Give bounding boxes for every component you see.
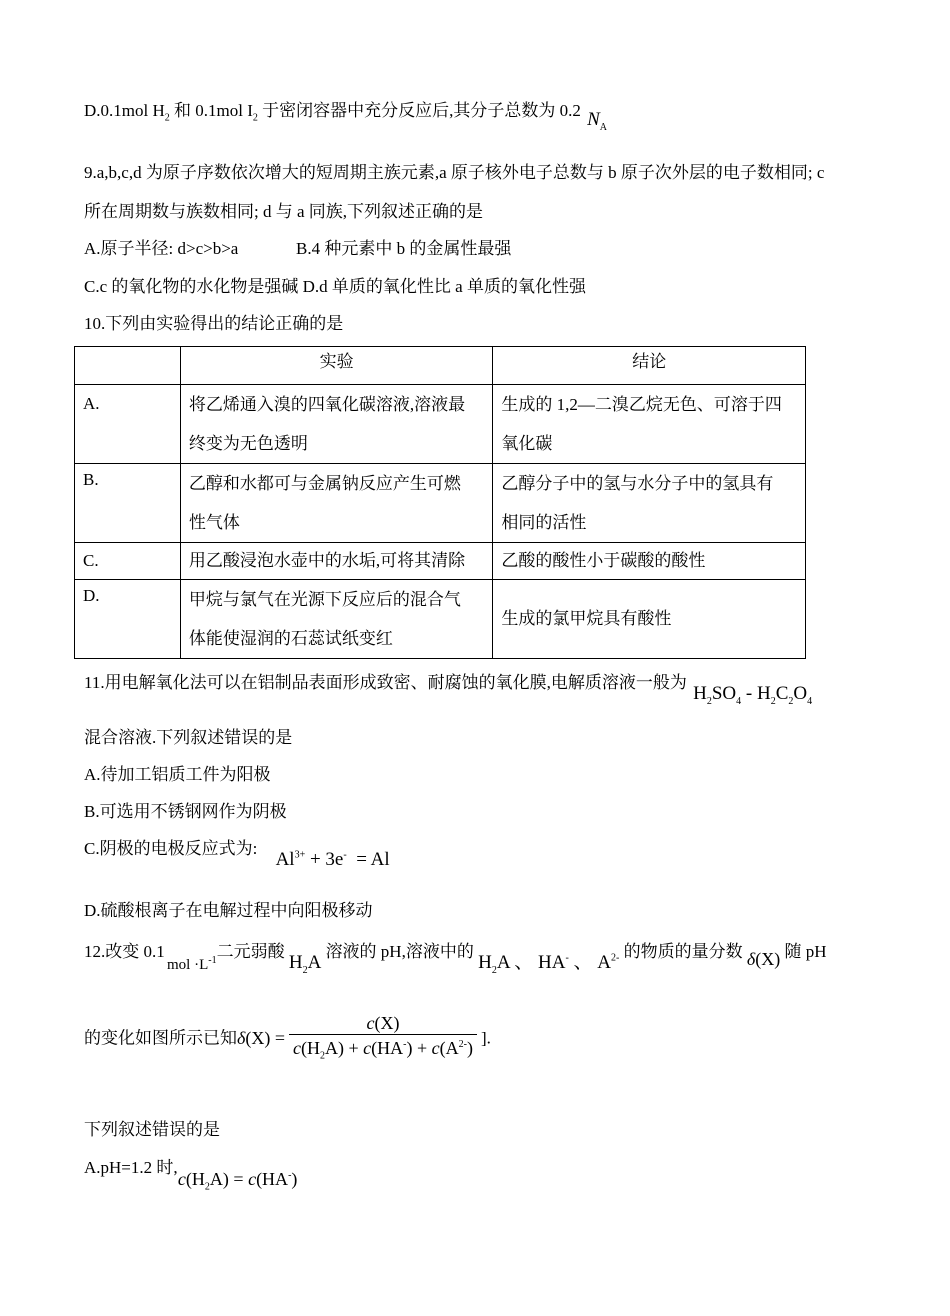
row-experiment: 将乙烯通入溴的四氧化碳溶液,溶液最 终变为无色透明 (180, 385, 493, 464)
table-header-cell (75, 347, 181, 385)
q12-stem-line2: 的变化如图所示已知δ(X) = $\frac{c(X)}{c(H_2A) + c(HA^-) + c(A^{2-})}$ ]. (84, 1013, 491, 1062)
q11-option-a: A.待加工铝质工件为阳极 (84, 765, 271, 784)
table-header-cell: 结论 (493, 347, 806, 385)
q11-option-b: B.可选用不锈钢网作为阴极 (84, 802, 287, 821)
delta-x-symbol: δ(X) (746, 949, 781, 969)
row-label: D. (75, 580, 181, 659)
fraction: $\frac{c(X)}{c(H_2A) + c(HA^-) + c(A^{2-})}$ (289, 1012, 477, 1059)
table-row (75, 385, 806, 464)
q12-option-a: A.pH=1.2 时, $c(H_2A) = c(HA^-)$ (84, 1158, 298, 1193)
q12-stem-line1: 12.改变 0.1 mol $\cdot L^{-1}$二元弱酸 $H_2A$ 溶液的 pH,溶液中的 $H_2A$ 、 HA- 、 $A^{2-}$ 的物质的量分数 δ(X) 随 pH (84, 942, 827, 976)
na-symbol: $N_A$ (587, 109, 608, 133)
row-conclusion: 乙醇分子中的氢与水分子中的氢具有 相同的活性 (493, 464, 806, 543)
q9-option-b: B.4 种元素中 b 的金属性最强 (296, 239, 512, 258)
fraction-definition: δ(X) = $\frac{c(X)}{c(H_2A) + c(HA^-) + c(A^{2-})}$ (237, 1028, 481, 1048)
q11-option-c: C.阴极的电极反应式为: $Al^{3+} + 3e^- = Al$ (84, 839, 390, 870)
concentration-unit: mol $\cdot L^{-1}$ (167, 955, 217, 973)
q10-stem: 10.下列由实验得出的结论正确的是 (84, 314, 344, 333)
q11-stem-line2: 混合溶液.下列叙述错误的是 (84, 728, 293, 747)
row-label: C. (75, 543, 181, 580)
row-experiment: 乙醇和水都可与金属钠反应产生可燃 性气体 (180, 464, 493, 543)
q11-option-d: D.硫酸根离子在电解过程中向阳极移动 (84, 901, 373, 920)
table-header-row (75, 347, 806, 385)
row-experiment: 甲烷与氯气在光源下反应后的混合气 体能使湿润的石蕊试纸变红 (180, 580, 493, 659)
row-label: B. (75, 464, 181, 543)
table-header-cell: 实验 (180, 347, 493, 385)
option-a-equation: $c(H_2A) = c(HA^-)$ (177, 1169, 298, 1193)
q8-option-d: D.0.1mol $H_2$ 和 0.1mol $I_2$ 于密闭容器中充分反应后,其分子总数为 0.2 $N_A$ (84, 101, 608, 133)
cathode-equation: $Al^{3+} + 3e^- = Al$ (275, 849, 390, 870)
row-conclusion: 生成的氯甲烷具有酸性 (493, 580, 806, 659)
q12-stem-line3: 下列叙述错误的是 (84, 1120, 220, 1139)
species-list: $H_2A$ 、 HA- 、 $A^{2-}$ (478, 952, 620, 976)
row-experiment: 用乙酸浸泡水壶中的水垢,可将其清除 (180, 543, 493, 580)
q11-stem-line1: 11.用电解氧化法可以在铝制品表面形成致密、耐腐蚀的氧化膜,电解质溶液一般为 $H_2SO_4 - H_2C_2O_4$ (84, 673, 813, 707)
q9-stem-line2: 所在周期数与族数相同; d 与 a 同族,下列叙述正确的是 (84, 202, 484, 221)
table-row (75, 580, 806, 659)
q9-stem-line1: 9.a,b,c,d 为原子序数依次增大的短周期主族元素,a 原子核外电子总数与 b 原子次外层的电子数相同; c (84, 163, 825, 182)
table-row (75, 543, 806, 580)
q10-table (74, 346, 806, 659)
row-conclusion: 生成的 1,2—二溴乙烷无色、可溶于四 氧化碳 (493, 385, 806, 464)
q9-option-c-d: C.c 的氧化物的水化物是强碱 D.d 单质的氧化性比 a 单质的氧化性强 (84, 277, 586, 296)
row-label: A. (75, 385, 181, 464)
electrolyte-formula: $H_2SO_4 - H_2C_2O_4$ (693, 683, 813, 707)
row-conclusion: 乙酸的酸性小于碳酸的酸性 (493, 543, 806, 580)
table-row (75, 464, 806, 543)
h2a-formula: $H_2A$ (288, 952, 322, 976)
q9-option-a: A.原子半径: d>c>b>a (84, 239, 239, 258)
